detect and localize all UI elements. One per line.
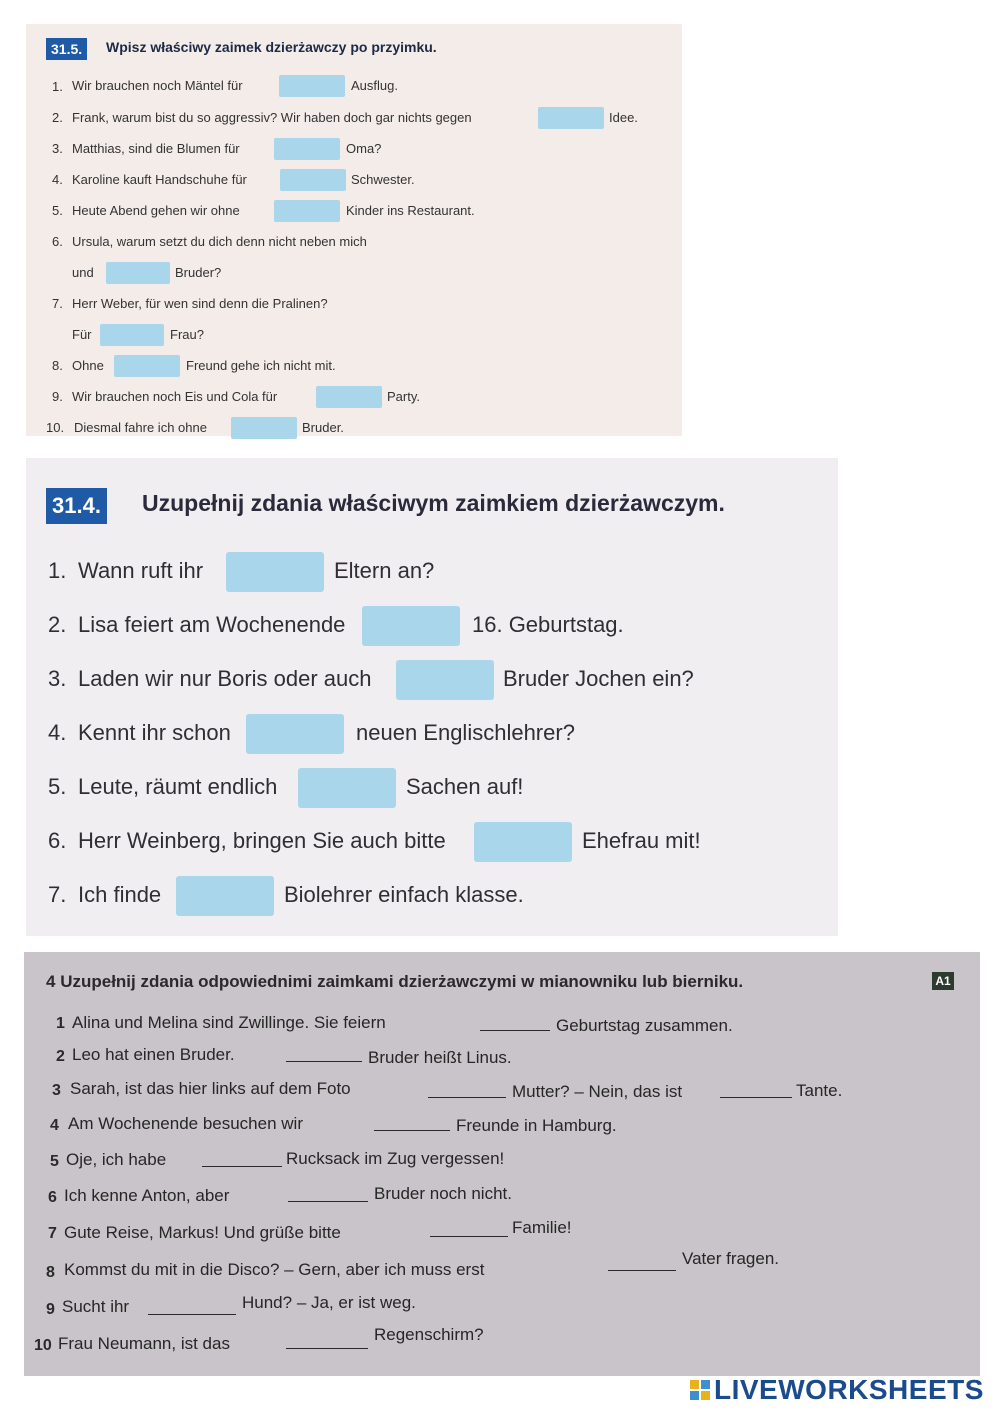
item-number: 8 [46,1264,55,1281]
item-text-after: Oma? [346,141,382,156]
answer-field[interactable] [202,1166,282,1167]
item-text-after: Party. [387,389,420,404]
level-badge: A1 [932,972,954,990]
item-text-before: Kommst du mit in die Disco? – Gern, aber ich muss erst [64,1260,485,1279]
item-text-before: Lisa feiert am Wochenende [78,612,346,637]
item-text-after: Freund gehe ich nicht mit. [186,358,336,373]
answer-field[interactable] [246,714,344,754]
item-text-before: Ich kenne Anton, aber [64,1186,230,1205]
item-number: 4 [50,1117,59,1134]
answer-field[interactable] [280,169,346,191]
exercise-badge: 31.5. [46,38,87,60]
item-text-after: Schwester. [351,172,415,187]
item-text-before: Frank, warum bist du so aggressiv? Wir haben doch gar nichts gegen [72,110,472,125]
item-text-after: neuen Englischlehrer? [356,720,575,745]
logo-text: LIVEWORKSHEETS [714,1374,984,1405]
answer-field[interactable] [148,1314,236,1315]
answer-field[interactable] [114,355,180,377]
item-text-after: Biolehrer einfach klasse. [284,882,524,907]
item-text-after: Vater fragen. [682,1249,780,1268]
item-text-before: Karoline kauft Handschuhe für [72,172,247,187]
item-text-after: Familie! [512,1218,572,1237]
item-text-before: Kennt ihr schon [78,720,231,745]
answer-field[interactable] [286,1348,368,1349]
item-text-after: Rucksack im Zug vergessen! [286,1149,505,1168]
item-number: 7. [52,296,63,311]
item-number: 3. [48,666,67,691]
exercise-31-5 [26,24,682,436]
item-number: 6 [48,1189,57,1206]
answer-field[interactable] [374,1130,450,1131]
item-text-before: Alina und Melina sind Zwillinge. Sie feiern [72,1013,386,1032]
exercise-title: Wpisz właściwy zaimek dzierżawczy po przyimku. [106,39,437,55]
item-text-before: Wir brauchen noch Mäntel für [72,78,243,93]
item-text-before: Wir brauchen noch Eis und Cola für [72,389,278,404]
answer-field[interactable] [279,75,345,97]
item-text-after: Geburtstag zusammen. [556,1016,733,1035]
answer-field[interactable] [430,1236,508,1237]
item-number: 3 [52,1082,61,1099]
item-text-after: Kinder ins Restaurant. [346,203,475,218]
answer-field[interactable] [316,386,382,408]
answer-field[interactable] [288,1201,368,1202]
item-text-before: und [72,265,94,280]
liveworksheets-logo [690,1372,990,1412]
answer-field[interactable] [274,138,340,160]
item-text-line: Herr Weber, für wen sind denn die Pralinen? [72,296,328,311]
item-number: 10. [46,420,65,435]
item-text-after: Bruder heißt Linus. [368,1048,512,1067]
exercise-31-4 [26,458,838,936]
exercise-instruction: Uzupełnij zdania odpowiednimi zaimkami dzierżawczymi w mianowniku lub bierniku. [60,972,744,991]
item-text-after: Bruder Jochen ein? [503,666,694,691]
answer-field[interactable] [176,876,274,916]
item-text-line: Ursula, warum setzt du dich denn nicht neben mich [72,234,367,249]
item-text-before: Laden wir nur Boris oder auch [78,666,372,691]
item-number: 6. [52,234,63,249]
item-number: 7 [48,1225,57,1242]
answer-field[interactable] [226,552,324,592]
item-text-before: Am Wochenende besuchen wir [68,1114,303,1133]
item-number: 10 [34,1337,52,1354]
exercise-4 [24,952,980,1376]
item-text-before: Ohne [72,358,104,373]
answer-field[interactable] [274,200,340,222]
answer-field[interactable] [298,768,396,808]
answer-field[interactable] [362,606,460,646]
item-text-after: Freunde in Hamburg. [456,1116,617,1135]
exercise-item [52,78,63,96]
answer-field[interactable] [100,324,164,346]
item-text-before: Sucht ihr [62,1297,130,1316]
answer-field[interactable] [231,417,297,439]
answer-field[interactable] [428,1097,506,1098]
item-text-after: Regenschirm? [374,1325,484,1344]
item-text-before: Matthias, sind die Blumen für [72,141,240,156]
answer-field[interactable] [538,107,604,129]
item-text-after: Frau? [170,327,204,342]
item-number: 7. [48,882,67,907]
answer-field[interactable] [396,660,494,700]
item-text-after: Ehefrau mit! [582,828,701,853]
item-number: 1 [56,1015,65,1032]
item-text-before: Für [72,327,92,342]
item-number: 5 [50,1153,59,1170]
item-number: 1. [52,79,63,94]
item-text-after: Bruder? [175,265,222,280]
item-text-before: Ich finde [78,882,162,907]
item-number: 5. [48,774,67,799]
item-number: 9 [46,1301,55,1318]
item-number: 8. [52,358,63,373]
item-text-before: Sarah, ist das hier links auf dem Foto [70,1079,351,1098]
item-text-before: Leo hat einen Bruder. [72,1045,235,1064]
item-number: 4. [48,720,67,745]
answer-field[interactable] [474,822,572,862]
answer-field[interactable] [720,1097,792,1098]
item-text-before: Herr Weinberg, bringen Sie auch bitte [78,828,446,853]
item-number: 5. [52,203,63,218]
item-text-before: Frau Neumann, ist das [58,1334,230,1353]
item-number: 9. [52,389,63,404]
item-text-before: Heute Abend gehen wir ohne [72,203,240,218]
item-text-before: Diesmal fahre ich ohne [74,420,207,435]
answer-field[interactable] [106,262,170,284]
item-text-after: Tante. [796,1081,843,1100]
item-text-before: Oje, ich habe [66,1150,167,1169]
item-text-after: Eltern an? [334,558,435,583]
item-text-after: 16. Geburtstag. [472,612,624,637]
item-number: 2. [48,612,67,637]
answer-field[interactable] [286,1061,362,1062]
answer-field[interactable] [480,1030,550,1031]
item-text-after: Sachen auf! [406,774,524,799]
item-number: 4. [52,172,63,187]
item-text-before: Wann ruft ihr [78,558,204,583]
answer-field[interactable] [608,1270,676,1271]
item-text-after: Bruder. [302,420,344,435]
item-number: 3. [52,141,63,156]
item-text-after: Hund? – Ja, er ist weg. [242,1293,416,1312]
item-number: 6. [48,828,67,853]
item-number: 2. [52,110,63,125]
exercise-badge: 31.4. [46,488,107,524]
item-number: 2 [56,1048,65,1065]
exercise-title [46,972,743,992]
item-text-before: Gute Reise, Markus! Und grüße bitte [64,1223,341,1242]
item-text-after: Idee. [609,110,638,125]
item-text-before: Leute, räumt endlich [78,774,278,799]
item-number: 1. [48,558,67,583]
exercise-number: 4 [46,972,56,991]
item-text-after: Bruder noch nicht. [374,1184,512,1203]
item-text-after: Ausflug. [351,78,398,93]
logo-icon [690,1380,710,1400]
exercise-title: Uzupełnij zdania właściwym zaimkiem dzierżawczym. [142,490,725,516]
item-text-middle: Mutter? – Nein, das ist [512,1082,683,1101]
